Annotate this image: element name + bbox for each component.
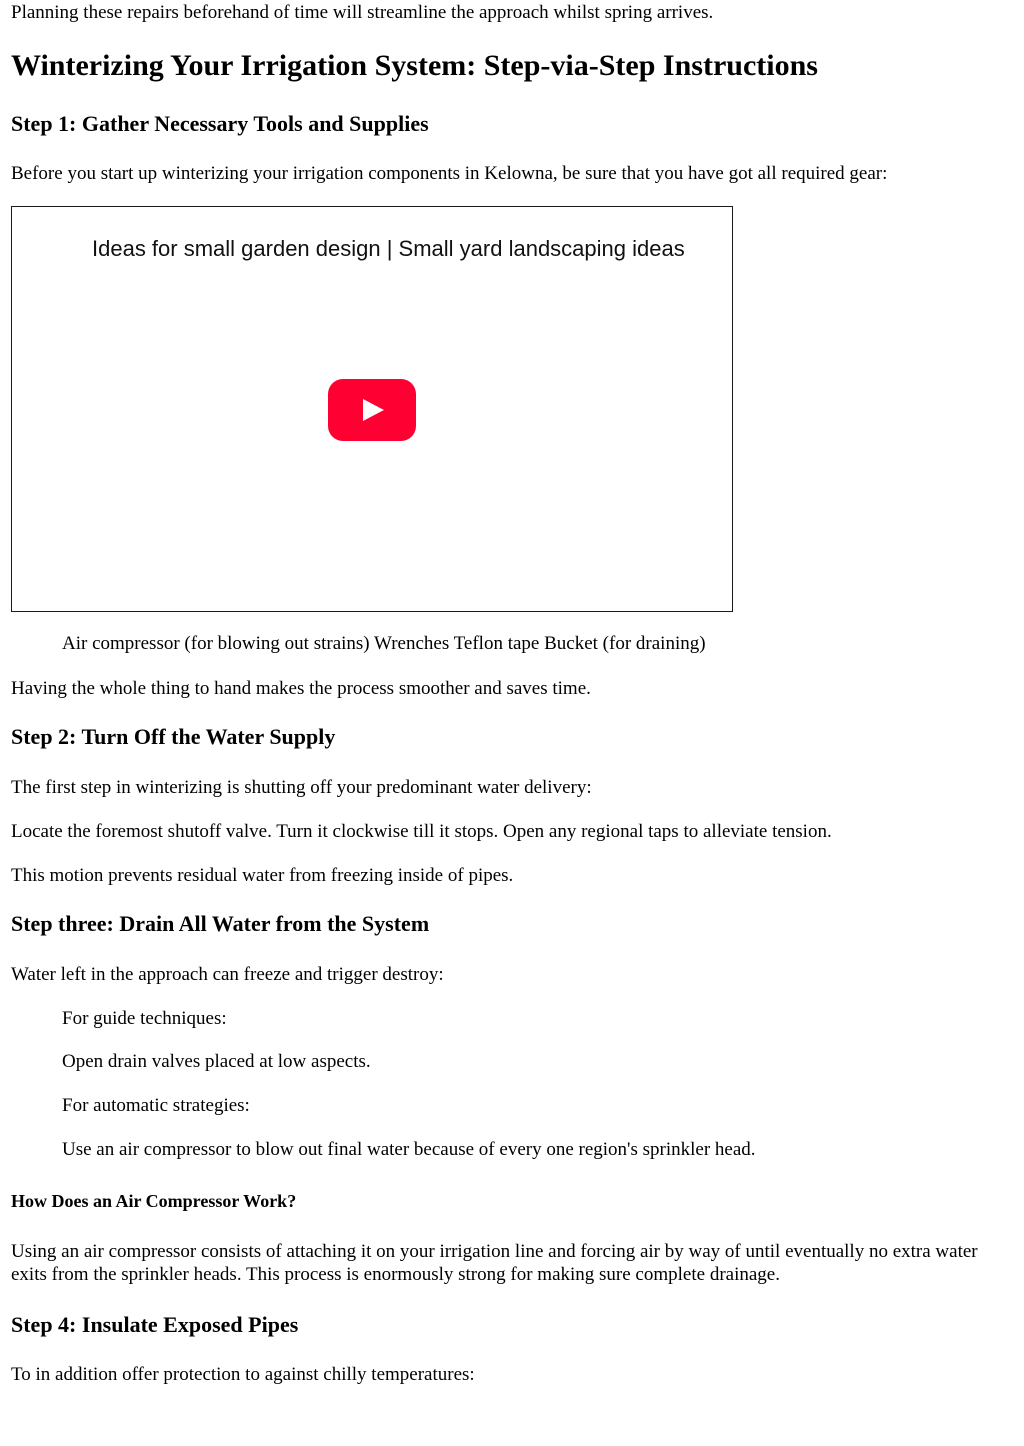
step4-heading: Step 4: Insulate Exposed Pipes	[11, 1312, 299, 1337]
page-title: Winterizing Your Irrigation System: Step-via-Step Instructions	[11, 49, 818, 82]
tools-list: Air compressor (for blowing out strains) Wrenches Teflon tape Bucket (for draining)	[62, 633, 706, 654]
play-button[interactable]	[328, 379, 416, 441]
step4-paragraph: To in addition offer protection to against chilly temperatures:	[11, 1364, 475, 1385]
intro-paragraph: Planning these repairs beforehand of time will streamline the approach whilst spring arrives.	[11, 2, 714, 23]
step1-paragraph: Before you start up winterizing your irrigation components in Kelowna, be sure that you have got all required gear:	[11, 163, 888, 184]
step3-heading: Step three: Drain All Water from the System	[11, 911, 430, 936]
air-compressor-heading: How Does an Air Compressor Work?	[11, 1191, 297, 1211]
list-item: Open drain valves placed at low aspects.	[62, 1051, 371, 1072]
list-item: For guide techniques:	[62, 1008, 227, 1029]
step2-paragraph: The first step in winterizing is shutting off your predominant water delivery:	[11, 777, 592, 798]
video-title[interactable]: Ideas for small garden design | Small yard landscaping ideas	[92, 236, 685, 261]
step1-heading: Step 1: Gather Necessary Tools and Supplies	[11, 111, 429, 136]
video-embed[interactable]	[11, 206, 733, 612]
step2-heading: Step 2: Turn Off the Water Supply	[11, 724, 336, 749]
step2-instructions: Locate the foremost shutoff valve. Turn it clockwise till it stops. Open any regional taps to alleviate tension.	[11, 821, 832, 842]
step1-closing: Having the whole thing to hand makes the process smoother and saves time.	[11, 678, 591, 699]
air-compressor-paragraph: Using an air compressor consists of attaching it on your irrigation line and forcing air by way of until eventually no extra water exits from the sprinkler heads. This process is enormously strong for making sure complete drainage.	[11, 1241, 978, 1285]
step2-closing: This motion prevents residual water from freezing inside of pipes.	[11, 865, 514, 886]
step3-paragraph: Water left in the approach can freeze and trigger destroy:	[11, 964, 444, 985]
list-item: Use an air compressor to blow out final water because of every one region's sprinkler head.	[62, 1139, 756, 1160]
play-icon	[328, 379, 416, 441]
list-item: For automatic strategies:	[62, 1095, 250, 1116]
